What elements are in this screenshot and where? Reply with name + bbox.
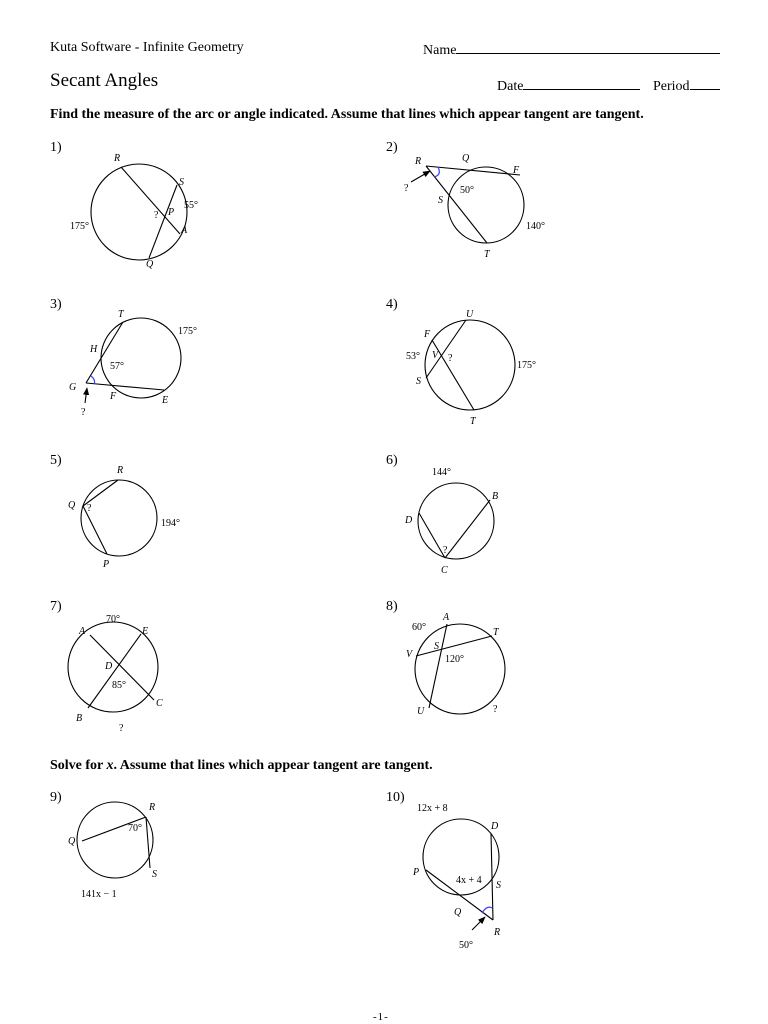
label-question: ? xyxy=(87,503,92,514)
problem-number: 6) xyxy=(386,453,398,468)
label-question: ? xyxy=(154,210,159,221)
problem-number: 5) xyxy=(50,453,62,468)
label-f: F xyxy=(424,329,431,340)
circle xyxy=(77,802,156,878)
label-a: A xyxy=(443,612,450,623)
chord-eb xyxy=(88,634,141,708)
label-p: P xyxy=(413,867,420,878)
secant-rf xyxy=(426,166,520,175)
figure-problem-1 xyxy=(70,153,198,270)
label-angle-50: 50° xyxy=(459,940,473,951)
label-arc-expr-1: 12x + 8 xyxy=(417,803,448,814)
label-arc-175: 175° xyxy=(178,326,197,337)
label-arc-175: 175° xyxy=(517,360,536,371)
label-arc-expr-2: 4x + 4 xyxy=(456,875,482,886)
label-v: V xyxy=(432,350,439,361)
chord-au xyxy=(429,624,447,708)
secant-ge xyxy=(86,383,164,390)
problem-number: 1) xyxy=(50,140,62,155)
label-arc-expr: 141x − 1 xyxy=(81,889,117,900)
problem-number: 7) xyxy=(50,599,62,614)
label-angle-120: 120° xyxy=(445,654,464,665)
label-f: F xyxy=(513,165,520,176)
problem-number: 8) xyxy=(386,599,398,614)
label-c: C xyxy=(156,698,163,709)
chord-ft xyxy=(432,340,474,410)
label-r: R xyxy=(114,153,121,164)
circle xyxy=(101,318,181,398)
label-s: S xyxy=(438,195,443,206)
circle xyxy=(415,624,505,714)
label-e: E xyxy=(162,395,169,406)
problem-number: 10) xyxy=(386,790,405,805)
label-question: ? xyxy=(81,407,86,418)
figure-problem-5 xyxy=(68,465,180,570)
label-s: S xyxy=(179,177,184,188)
label-question: ? xyxy=(443,545,448,556)
label-t: T xyxy=(484,249,490,260)
date-label: Date xyxy=(497,79,524,94)
name-label: Name xyxy=(423,43,457,58)
label-t: T xyxy=(493,627,499,638)
label-v: V xyxy=(406,649,413,660)
chord-cb xyxy=(445,500,490,558)
pointer-arrow xyxy=(85,388,87,403)
label-arc-57: 57° xyxy=(110,361,124,372)
label-p: P xyxy=(103,559,110,570)
label-u: U xyxy=(417,706,425,717)
label-q: Q xyxy=(68,836,76,847)
secant-rt xyxy=(426,166,487,243)
label-h: H xyxy=(90,344,98,355)
label-arc-144: 144° xyxy=(432,467,451,478)
label-g: G xyxy=(69,382,77,393)
figure-problem-7 xyxy=(68,614,163,734)
label-question: ? xyxy=(493,704,498,715)
label-d: D xyxy=(105,661,113,672)
label-t: T xyxy=(118,309,124,320)
pointer-arrow xyxy=(411,171,430,182)
problem-number: 9) xyxy=(50,790,62,805)
label-q: Q xyxy=(462,153,470,164)
angle-arc xyxy=(91,376,95,384)
label-s: S xyxy=(496,880,501,891)
worksheet-title: Secant Angles xyxy=(50,70,159,91)
label-question: ? xyxy=(404,183,409,194)
secant-rd xyxy=(491,833,493,920)
label-d: D xyxy=(491,821,499,832)
instructions-part2-var: x xyxy=(106,758,114,773)
label-d: D xyxy=(405,515,413,526)
company-name: Kuta Software - Infinite Geometry xyxy=(50,40,244,55)
circle xyxy=(81,480,157,556)
label-e: E xyxy=(142,626,149,637)
problem-number: 2) xyxy=(386,140,398,155)
page-number: -1- xyxy=(373,1011,389,1023)
instructions-part2-post: . Assume that lines which appear tangent are tangent. xyxy=(113,758,433,773)
label-c: C xyxy=(441,565,448,576)
circle xyxy=(448,167,524,243)
label-b: B xyxy=(492,491,499,502)
problem-number: 3) xyxy=(50,297,62,312)
label-u: U xyxy=(466,309,474,320)
circle xyxy=(425,320,515,410)
label-question: ? xyxy=(448,353,453,364)
label-s: S xyxy=(434,641,439,652)
label-s: S xyxy=(152,869,157,880)
label-q: Q xyxy=(454,907,462,918)
label-s: S xyxy=(416,376,421,387)
label-q: Q xyxy=(68,500,76,511)
figure-problem-9 xyxy=(68,802,157,900)
label-arc-194: 194° xyxy=(161,518,180,529)
chord-dc xyxy=(419,513,445,558)
label-arc-53: 53° xyxy=(406,351,420,362)
chord-sq xyxy=(149,185,177,258)
label-arc-55: 55° xyxy=(184,200,198,211)
label-r: R xyxy=(415,156,422,167)
circle xyxy=(418,483,494,559)
label-q: Q xyxy=(146,259,154,270)
figure-problem-6 xyxy=(404,467,498,576)
label-r: R xyxy=(149,802,156,813)
pointer-arrow xyxy=(472,917,485,930)
problem-number: 4) xyxy=(386,297,398,312)
label-b: B xyxy=(76,713,83,724)
label-arc-140: 140° xyxy=(526,221,545,232)
label-f: F xyxy=(110,391,117,402)
label-r: R xyxy=(117,465,124,476)
angle-arc xyxy=(434,167,439,177)
label-question: ? xyxy=(119,723,124,734)
period-label: Period xyxy=(653,79,690,94)
chord-vt xyxy=(416,636,492,656)
label-arc-60: 60° xyxy=(412,622,426,633)
figure-problem-3 xyxy=(69,309,197,418)
label-angle-85: 85° xyxy=(112,680,126,691)
label-arc-50: 50° xyxy=(460,185,474,196)
label-a: A xyxy=(181,225,188,236)
instructions-part1: Find the measure of the arc or angle indicated. Assume that lines which appear tangent are tangent. xyxy=(50,107,644,122)
angle-arc xyxy=(482,907,492,913)
chord-us xyxy=(426,320,466,378)
instructions-part2-pre: Solve for xyxy=(50,758,107,773)
label-a: A xyxy=(79,626,86,637)
label-arc-175: 175° xyxy=(70,221,89,232)
figure-problem-2 xyxy=(404,153,545,260)
label-r: R xyxy=(494,927,501,938)
label-arc-70: 70° xyxy=(106,614,120,625)
label-p: P xyxy=(168,207,175,218)
figure-problem-10 xyxy=(412,803,501,951)
figure-problem-4 xyxy=(406,309,536,427)
label-t: T xyxy=(470,416,476,427)
figure-problem-8 xyxy=(406,612,505,717)
label-angle-70: 70° xyxy=(128,823,142,834)
